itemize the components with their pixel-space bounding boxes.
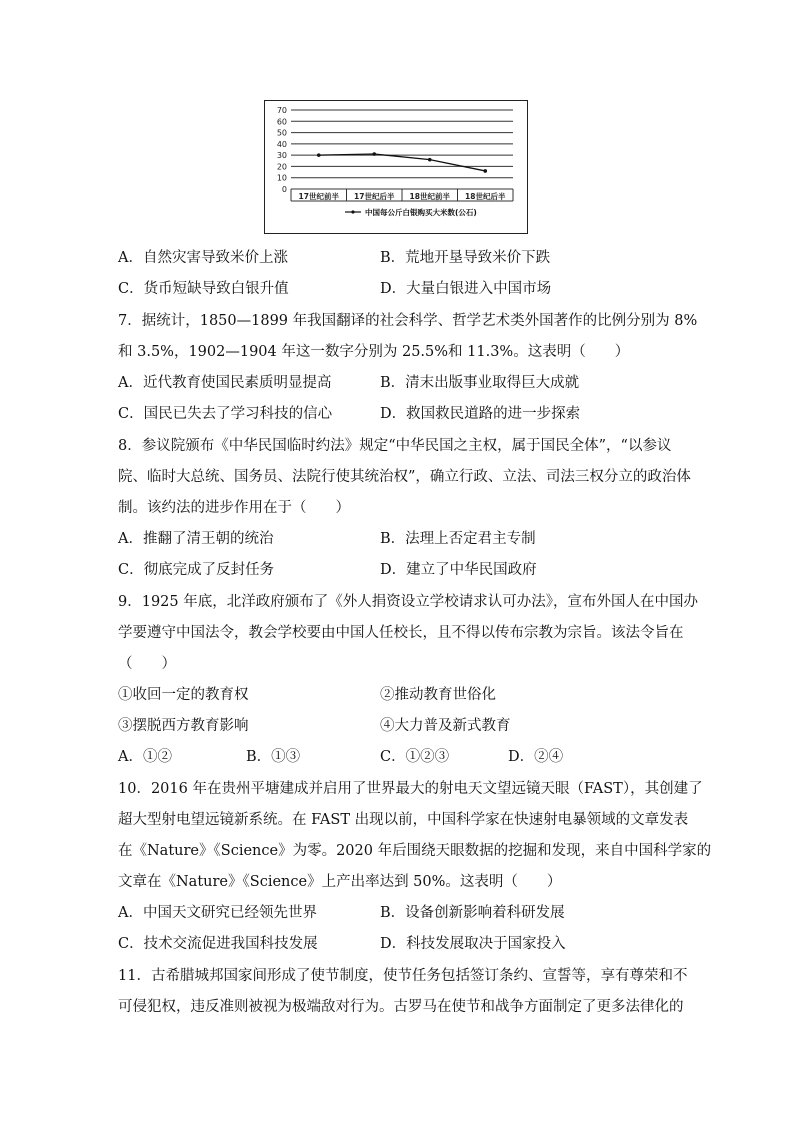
q8-option-a[interactable]: A．推翻了清王朝的统治 bbox=[118, 531, 274, 547]
q10-stem-line-2: 超大型射电望远镜新系统。在 FAST 出现以前，中国科学家在快速射电暴领域的文章发表 bbox=[118, 812, 689, 828]
q8-option-b[interactable]: B．法理上否定君主专制 bbox=[380, 531, 536, 547]
y-tick-label-30: 30 bbox=[276, 151, 287, 161]
x-tick-label-3: 18世纪后半 bbox=[465, 192, 506, 201]
series-line bbox=[319, 154, 486, 171]
y-tick-label-60: 60 bbox=[276, 117, 287, 127]
data-point-2 bbox=[428, 158, 432, 162]
q10-stem-line-4: 文章在《Nature》《Science》上产出率达到 50%。这表明（ ） bbox=[118, 874, 562, 890]
q9-item-3: ③摆脱西方教育影响 bbox=[118, 718, 249, 734]
x-tick-label-0: 17世纪前半 bbox=[298, 192, 339, 201]
q9-option-a[interactable]: A．①② bbox=[118, 749, 172, 765]
y-tick-label-10: 10 bbox=[276, 173, 287, 183]
q9-option-b[interactable]: B．①③ bbox=[246, 749, 301, 765]
q7-stem-line-2: 和 3.5%，1902—1904 年这一数字分别为 25.5%和 11.3%。这表明（ ） bbox=[118, 344, 630, 360]
data-point-1 bbox=[372, 152, 376, 156]
q9-stem-line-2: 学要遵守中国法令，教会学校要由中国人任校长，且不得以传布宗教为宗旨。该法令旨在 bbox=[118, 625, 684, 641]
q10-option-a[interactable]: A．中国天文研究已经领先世界 bbox=[118, 905, 317, 921]
q10-option-d[interactable]: D．科技发展取决于国家投入 bbox=[380, 936, 566, 952]
q10-stem-line-3: 在《Nature》《Science》为零。2020 年后围绕天眼数据的挖掘和发现，来自中国科学家的 bbox=[118, 843, 712, 859]
q6-option-c[interactable]: C．货币短缺导致白银升值 bbox=[118, 281, 289, 297]
q11-stem-line-1: 11．古希腊城邦国家间形成了使节制度，使节任务包括签订条约、宣誓等，享有尊荣和不 bbox=[118, 968, 688, 984]
q7-option-d[interactable]: D．救国救民道路的进一步探索 bbox=[380, 406, 581, 422]
q7-option-a[interactable]: A．近代教育使国民素质明显提高 bbox=[118, 375, 332, 391]
q9-option-d[interactable]: D．②④ bbox=[508, 749, 564, 765]
q10-option-c[interactable]: C．技术交流促进我国科技发展 bbox=[118, 936, 318, 952]
y-tick-label-20: 20 bbox=[276, 162, 287, 172]
x-tick-label-2: 18世纪前半 bbox=[409, 192, 450, 201]
data-point-3 bbox=[483, 169, 487, 173]
q9-item-1: ①收回一定的教育权 bbox=[118, 687, 249, 703]
y-tick-label-70: 70 bbox=[276, 106, 287, 115]
q10-option-b[interactable]: B．设备创新影响着科研发展 bbox=[380, 905, 565, 921]
q8-stem-line-3: 制。该约法的进步作用在于（ ） bbox=[118, 500, 350, 516]
rice-price-chart bbox=[264, 100, 528, 234]
q8-stem-line-1: 8．参议院颁布《中华民国临时约法》规定“中华民国之主权，属于国民全体”，“以参议 bbox=[118, 438, 672, 454]
line-chart-svg bbox=[265, 101, 526, 232]
q9-item-4: ④大力普及新式教育 bbox=[380, 718, 511, 734]
q6-option-a[interactable]: A．自然灾害导致米价上涨 bbox=[118, 250, 288, 266]
y-tick-label-0: 0 bbox=[281, 185, 287, 194]
q7-option-b[interactable]: B．清末出版事业取得巨大成就 bbox=[380, 375, 580, 391]
y-tick-label-50: 50 bbox=[276, 128, 287, 138]
q8-stem-line-2: 院、临时大总统、国务员、法院行使其统治权”，确立行政、立法、司法三权分立的政治体 bbox=[118, 469, 691, 485]
data-point-0 bbox=[317, 153, 321, 157]
q6-option-d[interactable]: D．大量白银进入中国市场 bbox=[380, 281, 552, 297]
q9-option-c[interactable]: C．①②③ bbox=[380, 749, 450, 765]
q8-option-d[interactable]: D．建立了中华民国政府 bbox=[380, 562, 537, 578]
y-tick-label-40: 40 bbox=[276, 139, 287, 149]
q11-stem-line-2: 可侵犯权，违反准则被视为极端敌对行为。古罗马在使节和战争方面制定了更多法律化的 bbox=[118, 999, 684, 1015]
q7-stem-line-1: 7．据统计，1850—1899 年我国翻译的社会科学、哲学艺术类外国著作的比例分别为 8% bbox=[118, 313, 698, 329]
q9-item-2: ②推动教育世俗化 bbox=[380, 687, 496, 703]
q10-stem-line-1: 10．2016 年在贵州平塘建成并启用了世界最大的射电天文望远镜天眼（FAST），其创建了 bbox=[118, 781, 703, 797]
q9-stem-line-1: 9．1925 年底，北洋政府颁布了《外人捐资设立学校请求认可办法》，宣布外国人在中国办 bbox=[118, 594, 698, 610]
legend-label: 中国每公斤白银购买大米数(公石) bbox=[365, 208, 477, 217]
x-tick-label-1: 17世纪后半 bbox=[354, 192, 395, 201]
q7-option-c[interactable]: C．国民已失去了学习科技的信心 bbox=[118, 406, 333, 422]
q9-stem-line-3: （ ） bbox=[118, 656, 176, 672]
legend-marker bbox=[351, 210, 354, 213]
q8-option-c[interactable]: C．彻底完成了反封任务 bbox=[118, 562, 275, 578]
q6-option-b[interactable]: B．荒地开垦导致米价下跌 bbox=[380, 250, 551, 266]
